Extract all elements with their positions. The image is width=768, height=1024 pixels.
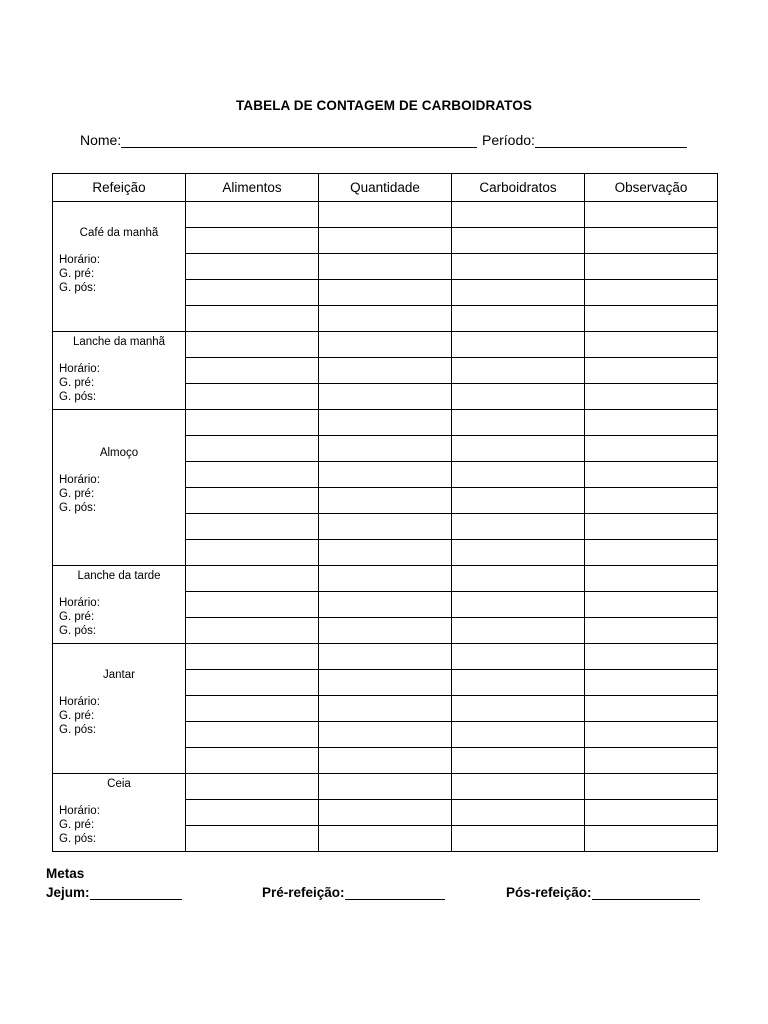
carb-counting-table [52, 173, 718, 852]
entry-cell-carbs[interactable] [452, 306, 585, 332]
pre-meal-goal-blank[interactable] [345, 883, 445, 900]
meal-name: Lanche da manhã [72, 336, 166, 348]
entry-cell-quantity[interactable] [319, 696, 452, 722]
meal-label-post: G. pós: [59, 282, 97, 294]
meal-label-post: G. pós: [59, 724, 97, 736]
entry-cell-quantity[interactable] [319, 618, 452, 644]
meal-name: Jantar [103, 669, 135, 681]
meal-label-time: Horário: [59, 254, 100, 266]
entry-cell-quantity[interactable] [319, 280, 452, 306]
entry-cell-foods[interactable] [186, 774, 319, 800]
entry-cell-foods[interactable] [186, 722, 319, 748]
entry-cell-foods[interactable] [186, 670, 319, 696]
meal-label-pre: G. pré: [59, 611, 95, 623]
entry-cell-carbs[interactable] [452, 670, 585, 696]
entry-cell-carbs[interactable] [452, 358, 585, 384]
entry-cell-carbs[interactable] [452, 696, 585, 722]
period-field[interactable] [482, 131, 687, 148]
entry-cell-notes[interactable] [585, 566, 718, 592]
post-meal-goal-blank[interactable] [592, 883, 700, 900]
entry-cell-carbs[interactable] [452, 800, 585, 826]
period-label: Período: [482, 132, 535, 148]
entry-cell-carbs[interactable] [452, 254, 585, 280]
entry-cell-quantity[interactable] [319, 748, 452, 774]
entry-cell-foods[interactable] [186, 696, 319, 722]
entry-cell-quantity[interactable] [319, 436, 452, 462]
entry-cell-quantity[interactable] [319, 800, 452, 826]
entry-cell-notes[interactable] [585, 774, 718, 800]
meal-cell [53, 774, 186, 852]
column-header-carbs: Carboidratos [452, 174, 585, 202]
entry-cell-carbs[interactable] [452, 644, 585, 670]
entry-cell-quantity[interactable] [319, 826, 452, 852]
meal-label-pre: G. pré: [59, 268, 95, 280]
meal-label-pre: G. pré: [59, 819, 95, 831]
entry-cell-carbs[interactable] [452, 722, 585, 748]
entry-cell-carbs[interactable] [452, 618, 585, 644]
entry-cell-quantity[interactable] [319, 670, 452, 696]
header-row [53, 174, 718, 202]
pre-meal-goal-field[interactable] [262, 883, 445, 900]
entry-cell-notes[interactable] [585, 722, 718, 748]
entry-cell-notes[interactable] [585, 514, 718, 540]
entry-cell-carbs[interactable] [452, 826, 585, 852]
table-row [53, 644, 718, 670]
entry-cell-foods[interactable] [186, 358, 319, 384]
entry-cell-carbs[interactable] [452, 488, 585, 514]
period-blank[interactable] [535, 131, 687, 148]
column-header-foods: Alimentos [186, 174, 319, 202]
pre-meal-goal-label: Pré-refeição: [262, 885, 345, 900]
entry-cell-quantity[interactable] [319, 306, 452, 332]
entry-cell-carbs[interactable] [452, 592, 585, 618]
meal-cell [53, 202, 186, 332]
entry-cell-notes[interactable] [585, 618, 718, 644]
entry-cell-carbs[interactable] [452, 384, 585, 410]
meal-cell [53, 332, 186, 410]
entry-cell-notes[interactable] [585, 748, 718, 774]
entry-cell-notes[interactable] [585, 670, 718, 696]
entry-cell-carbs[interactable] [452, 332, 585, 358]
entry-cell-foods[interactable] [186, 566, 319, 592]
name-blank[interactable] [121, 131, 477, 148]
entry-cell-quantity[interactable] [319, 488, 452, 514]
entry-cell-quantity[interactable] [319, 514, 452, 540]
meal-cell [53, 410, 186, 566]
entry-cell-notes[interactable] [585, 488, 718, 514]
table-row [53, 410, 718, 436]
post-meal-goal-field[interactable] [506, 883, 700, 900]
column-header-quantity: Quantidade [319, 174, 452, 202]
entry-cell-quantity[interactable] [319, 774, 452, 800]
entry-cell-quantity[interactable] [319, 254, 452, 280]
name-label: Nome: [80, 132, 122, 148]
entry-cell-foods[interactable] [186, 436, 319, 462]
entry-cell-foods[interactable] [186, 384, 319, 410]
column-header-meal: Refeição [53, 174, 186, 202]
entry-cell-quantity[interactable] [319, 228, 452, 254]
meal-label-time: Horário: [59, 805, 100, 817]
meal-label-pre: G. pré: [59, 377, 95, 389]
entry-cell-quantity[interactable] [319, 410, 452, 436]
entry-cell-foods[interactable] [186, 462, 319, 488]
meal-label-time: Horário: [59, 363, 100, 375]
entry-cell-carbs[interactable] [452, 540, 585, 566]
entry-cell-carbs[interactable] [452, 280, 585, 306]
entry-cell-quantity[interactable] [319, 592, 452, 618]
meal-name: Lanche da tarde [77, 570, 161, 582]
entry-cell-foods[interactable] [186, 748, 319, 774]
meal-label-post: G. pós: [59, 833, 97, 845]
entry-cell-notes[interactable] [585, 228, 718, 254]
entry-cell-quantity[interactable] [319, 722, 452, 748]
entry-cell-notes[interactable] [585, 540, 718, 566]
entry-cell-carbs[interactable] [452, 202, 585, 228]
entry-cell-notes[interactable] [585, 332, 718, 358]
fasting-goal-label: Jejum: [46, 885, 90, 900]
entry-cell-notes[interactable] [585, 358, 718, 384]
entry-cell-foods[interactable] [186, 332, 319, 358]
entry-cell-quantity[interactable] [319, 358, 452, 384]
entry-cell-foods[interactable] [186, 280, 319, 306]
fasting-goal-field[interactable] [46, 883, 182, 900]
entry-cell-notes[interactable] [585, 696, 718, 722]
meal-name: Café da manhã [79, 227, 159, 239]
entry-cell-carbs[interactable] [452, 566, 585, 592]
entry-cell-foods[interactable] [186, 202, 319, 228]
entry-cell-carbs[interactable] [452, 514, 585, 540]
entry-cell-quantity[interactable] [319, 202, 452, 228]
entry-cell-foods[interactable] [186, 514, 319, 540]
meal-label-time: Horário: [59, 597, 100, 609]
entry-cell-foods[interactable] [186, 254, 319, 280]
fasting-goal-blank[interactable] [90, 883, 182, 900]
meal-label-time: Horário: [59, 474, 100, 486]
entry-cell-foods[interactable] [186, 592, 319, 618]
entry-cell-notes[interactable] [585, 800, 718, 826]
entry-cell-notes[interactable] [585, 384, 718, 410]
entry-cell-foods[interactable] [186, 228, 319, 254]
meal-label-pre: G. pré: [59, 488, 95, 500]
entry-cell-notes[interactable] [585, 462, 718, 488]
entry-cell-notes[interactable] [585, 826, 718, 852]
goals-heading: Metas [46, 866, 85, 881]
entry-cell-notes[interactable] [585, 436, 718, 462]
meal-label-post: G. pós: [59, 625, 97, 637]
entry-cell-notes[interactable] [585, 592, 718, 618]
entry-cell-notes[interactable] [585, 254, 718, 280]
entry-cell-carbs[interactable] [452, 436, 585, 462]
entry-cell-carbs[interactable] [452, 462, 585, 488]
table-row [53, 202, 718, 228]
meal-label-time: Horário: [59, 696, 100, 708]
entry-cell-carbs[interactable] [452, 410, 585, 436]
meal-label-pre: G. pré: [59, 710, 95, 722]
post-meal-goal-label: Pós-refeição: [506, 885, 592, 900]
entry-cell-quantity[interactable] [319, 332, 452, 358]
entry-cell-quantity[interactable] [319, 384, 452, 410]
entry-cell-foods[interactable] [186, 644, 319, 670]
entry-cell-quantity[interactable] [319, 644, 452, 670]
entry-cell-quantity[interactable] [319, 540, 452, 566]
entry-cell-quantity[interactable] [319, 462, 452, 488]
entry-cell-foods[interactable] [186, 540, 319, 566]
entry-cell-foods[interactable] [186, 410, 319, 436]
entry-cell-foods[interactable] [186, 826, 319, 852]
entry-cell-notes[interactable] [585, 306, 718, 332]
meal-cell [53, 566, 186, 644]
entry-cell-foods[interactable] [186, 800, 319, 826]
entry-cell-carbs[interactable] [452, 774, 585, 800]
meal-label-post: G. pós: [59, 502, 97, 514]
meal-cell [53, 644, 186, 774]
entry-cell-carbs[interactable] [452, 228, 585, 254]
entry-cell-notes[interactable] [585, 280, 718, 306]
document-title: TABELA DE CONTAGEM DE CARBOIDRATOS [236, 98, 532, 113]
name-field[interactable] [80, 131, 477, 148]
entry-cell-foods[interactable] [186, 306, 319, 332]
entry-cell-foods[interactable] [186, 488, 319, 514]
column-header-notes: Observação [585, 174, 718, 202]
entry-cell-foods[interactable] [186, 618, 319, 644]
table-row [53, 332, 718, 358]
table-row [53, 774, 718, 800]
entry-cell-carbs[interactable] [452, 748, 585, 774]
meal-name: Ceia [107, 778, 131, 790]
entry-cell-notes[interactable] [585, 410, 718, 436]
entry-cell-quantity[interactable] [319, 566, 452, 592]
entry-cell-notes[interactable] [585, 202, 718, 228]
meal-label-post: G. pós: [59, 391, 97, 403]
table-row [53, 566, 718, 592]
meal-name: Almoço [99, 447, 139, 459]
entry-cell-notes[interactable] [585, 644, 718, 670]
